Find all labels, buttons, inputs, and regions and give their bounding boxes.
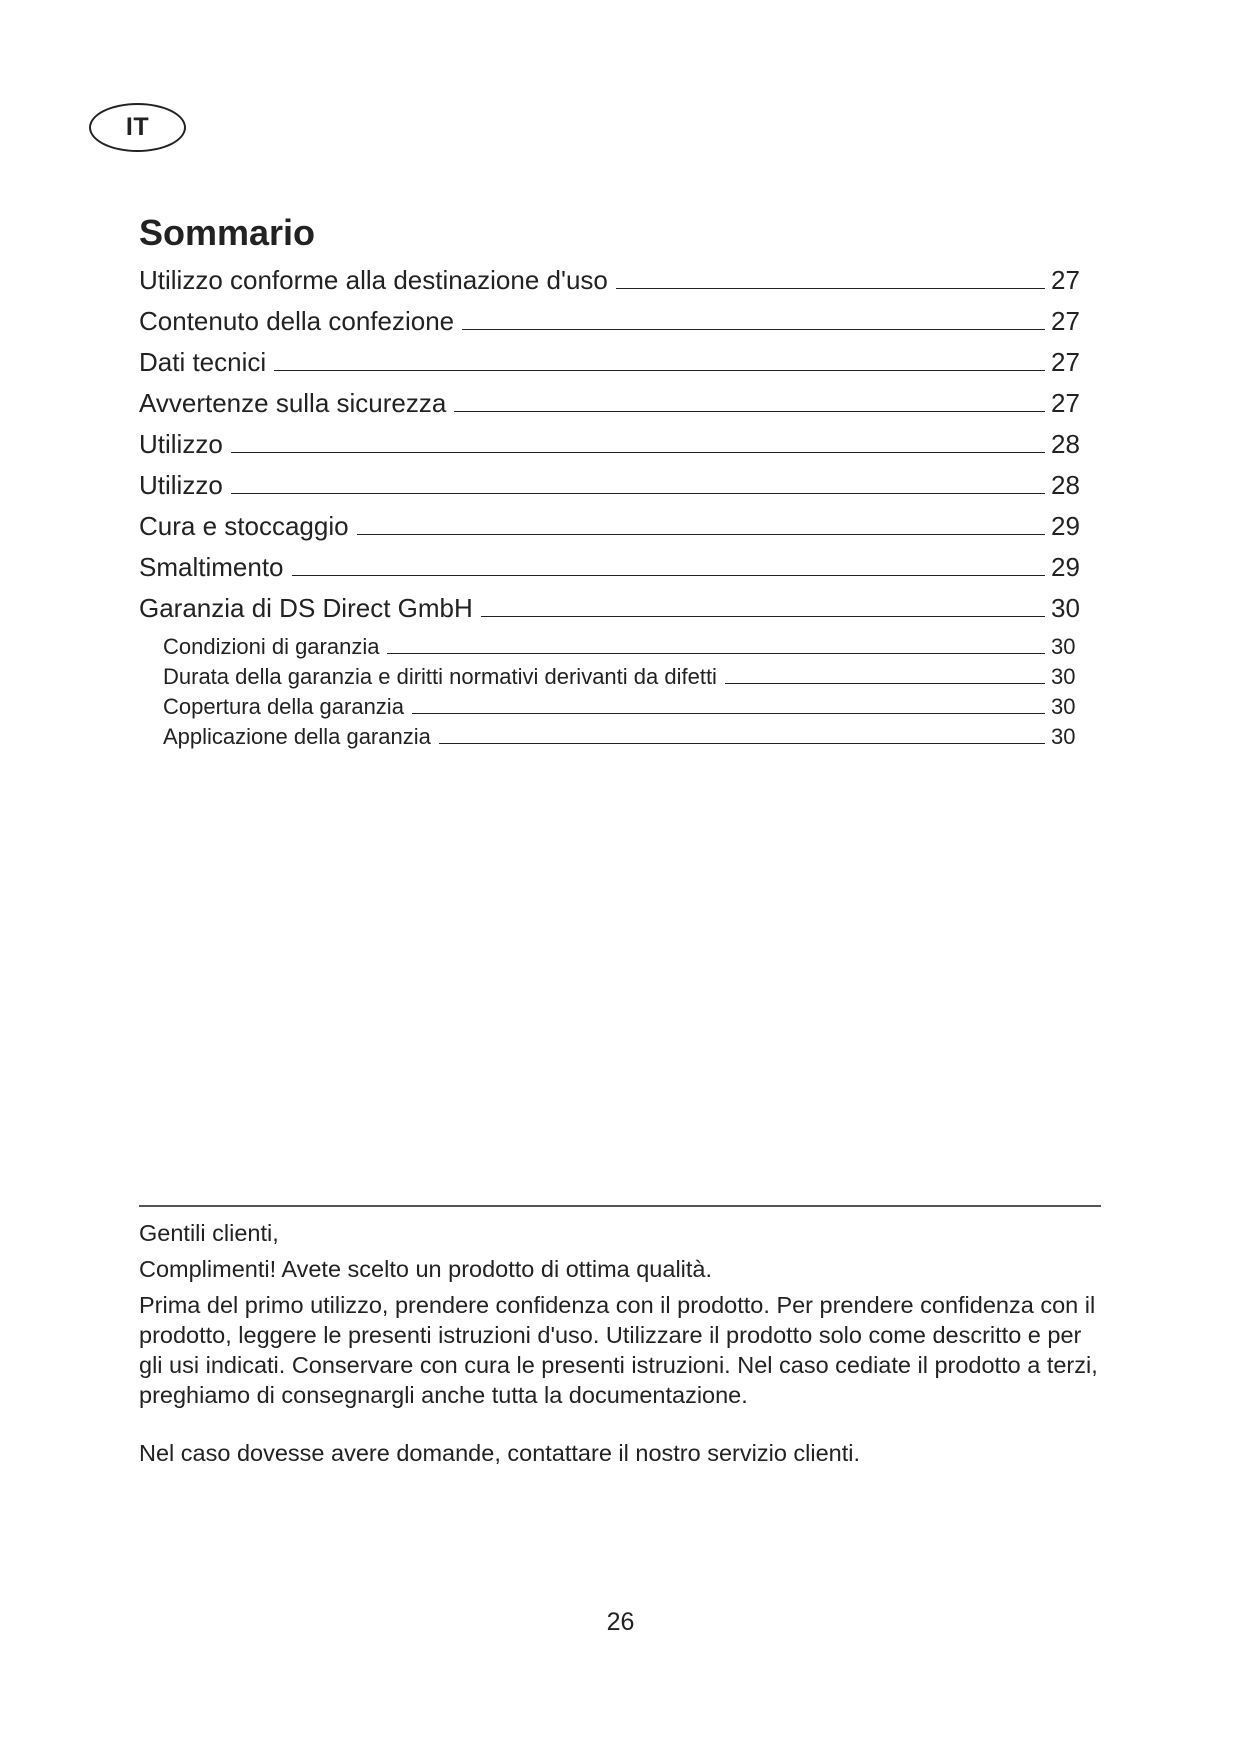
toc-subitem-page: 30 [1051,724,1076,749]
toc-item[interactable] [139,552,1089,593]
toc-item-label: Garanzia di DS Direct GmbH [139,593,473,623]
intro-contact: Nel caso dovesse avere domande, contattare il nostro servizio clienti. [139,1440,861,1466]
toc-item-label: Utilizzo [139,429,223,459]
toc-item-page: 27 [1051,265,1080,295]
intro-greeting: Gentili clienti, [139,1220,279,1246]
toc-item-page: 27 [1051,388,1080,418]
toc-leader [439,743,1045,744]
intro-paragraph: Prima del primo utilizzo, prendere confidenza con il prodotto. Per prendere confidenza con il prodotto, leggere le presenti istruzioni d'uso. Utilizzare il prodotto solo come descritto e per gli usi indicati. Conservare con cura le presenti istruzioni. Nel caso cediate il prodotto a terzi, preghiamo di consegnargli anche tutta la documentazione. [139,1292,1098,1408]
toc-item[interactable] [139,265,1089,306]
intro-text [139,1218,1109,1474]
toc-leader [387,653,1045,654]
toc-item[interactable] [139,347,1089,388]
toc-item-label: Utilizzo conforme alla destinazione d'uso [139,265,608,295]
toc-leader [231,452,1045,453]
toc-leader [357,534,1045,535]
toc-leader [454,411,1045,412]
toc-subitem-page: 30 [1051,634,1076,659]
toc-item-label: Cura e stoccaggio [139,511,349,541]
toc-item[interactable] [139,306,1089,347]
toc-subitem-label: Condizioni di garanzia [163,634,380,659]
toc-leader [481,616,1045,617]
toc-leader [412,713,1045,714]
toc-leader [725,683,1045,684]
toc-item[interactable] [139,388,1089,429]
toc-item-page: 29 [1051,552,1080,582]
toc-item-page: 27 [1051,347,1080,377]
toc-subitem[interactable] [139,664,1089,694]
toc-subitem-page: 30 [1051,664,1076,689]
toc-title: Sommario [139,212,316,253]
intro-congrats: Complimenti! Avete scelto un prodotto di ottima qualità. [139,1256,713,1282]
toc-subitem-label: Copertura della garanzia [163,694,404,719]
toc-item-page: 30 [1051,593,1080,623]
toc-subitem-label: Applicazione della garanzia [163,724,431,749]
toc-leader [616,288,1045,289]
toc-item[interactable] [139,511,1089,552]
toc-item-label: Smaltimento [139,552,284,582]
language-badge: IT [89,103,186,152]
section-divider [139,1205,1101,1207]
page-number: 26 [606,1608,635,1636]
toc-leader [462,329,1045,330]
toc-item-label: Dati tecnici [139,347,267,377]
toc-subitem-page: 30 [1051,694,1076,719]
toc-leader [274,370,1045,371]
toc-item-label: Contenuto della confezione [139,306,455,336]
toc-subitem[interactable] [139,694,1089,724]
toc-item[interactable] [139,593,1089,634]
toc-item[interactable] [139,429,1089,470]
toc-subitem[interactable] [139,724,1089,754]
toc-subitem[interactable] [139,634,1089,664]
toc-item-label: Avvertenze sulla sicurezza [139,388,447,418]
toc-leader [231,493,1045,494]
toc-item-page: 29 [1051,511,1080,541]
toc-leader [292,575,1046,576]
table-of-contents [139,265,1089,754]
toc-subitem-label: Durata della garanzia e diritti normativi derivanti da difetti [163,664,717,689]
toc-item-page: 28 [1051,429,1080,459]
toc-item-page: 28 [1051,470,1080,500]
toc-item-page: 27 [1051,306,1080,336]
toc-item-label: Utilizzo [139,470,223,500]
toc-item[interactable] [139,470,1089,511]
